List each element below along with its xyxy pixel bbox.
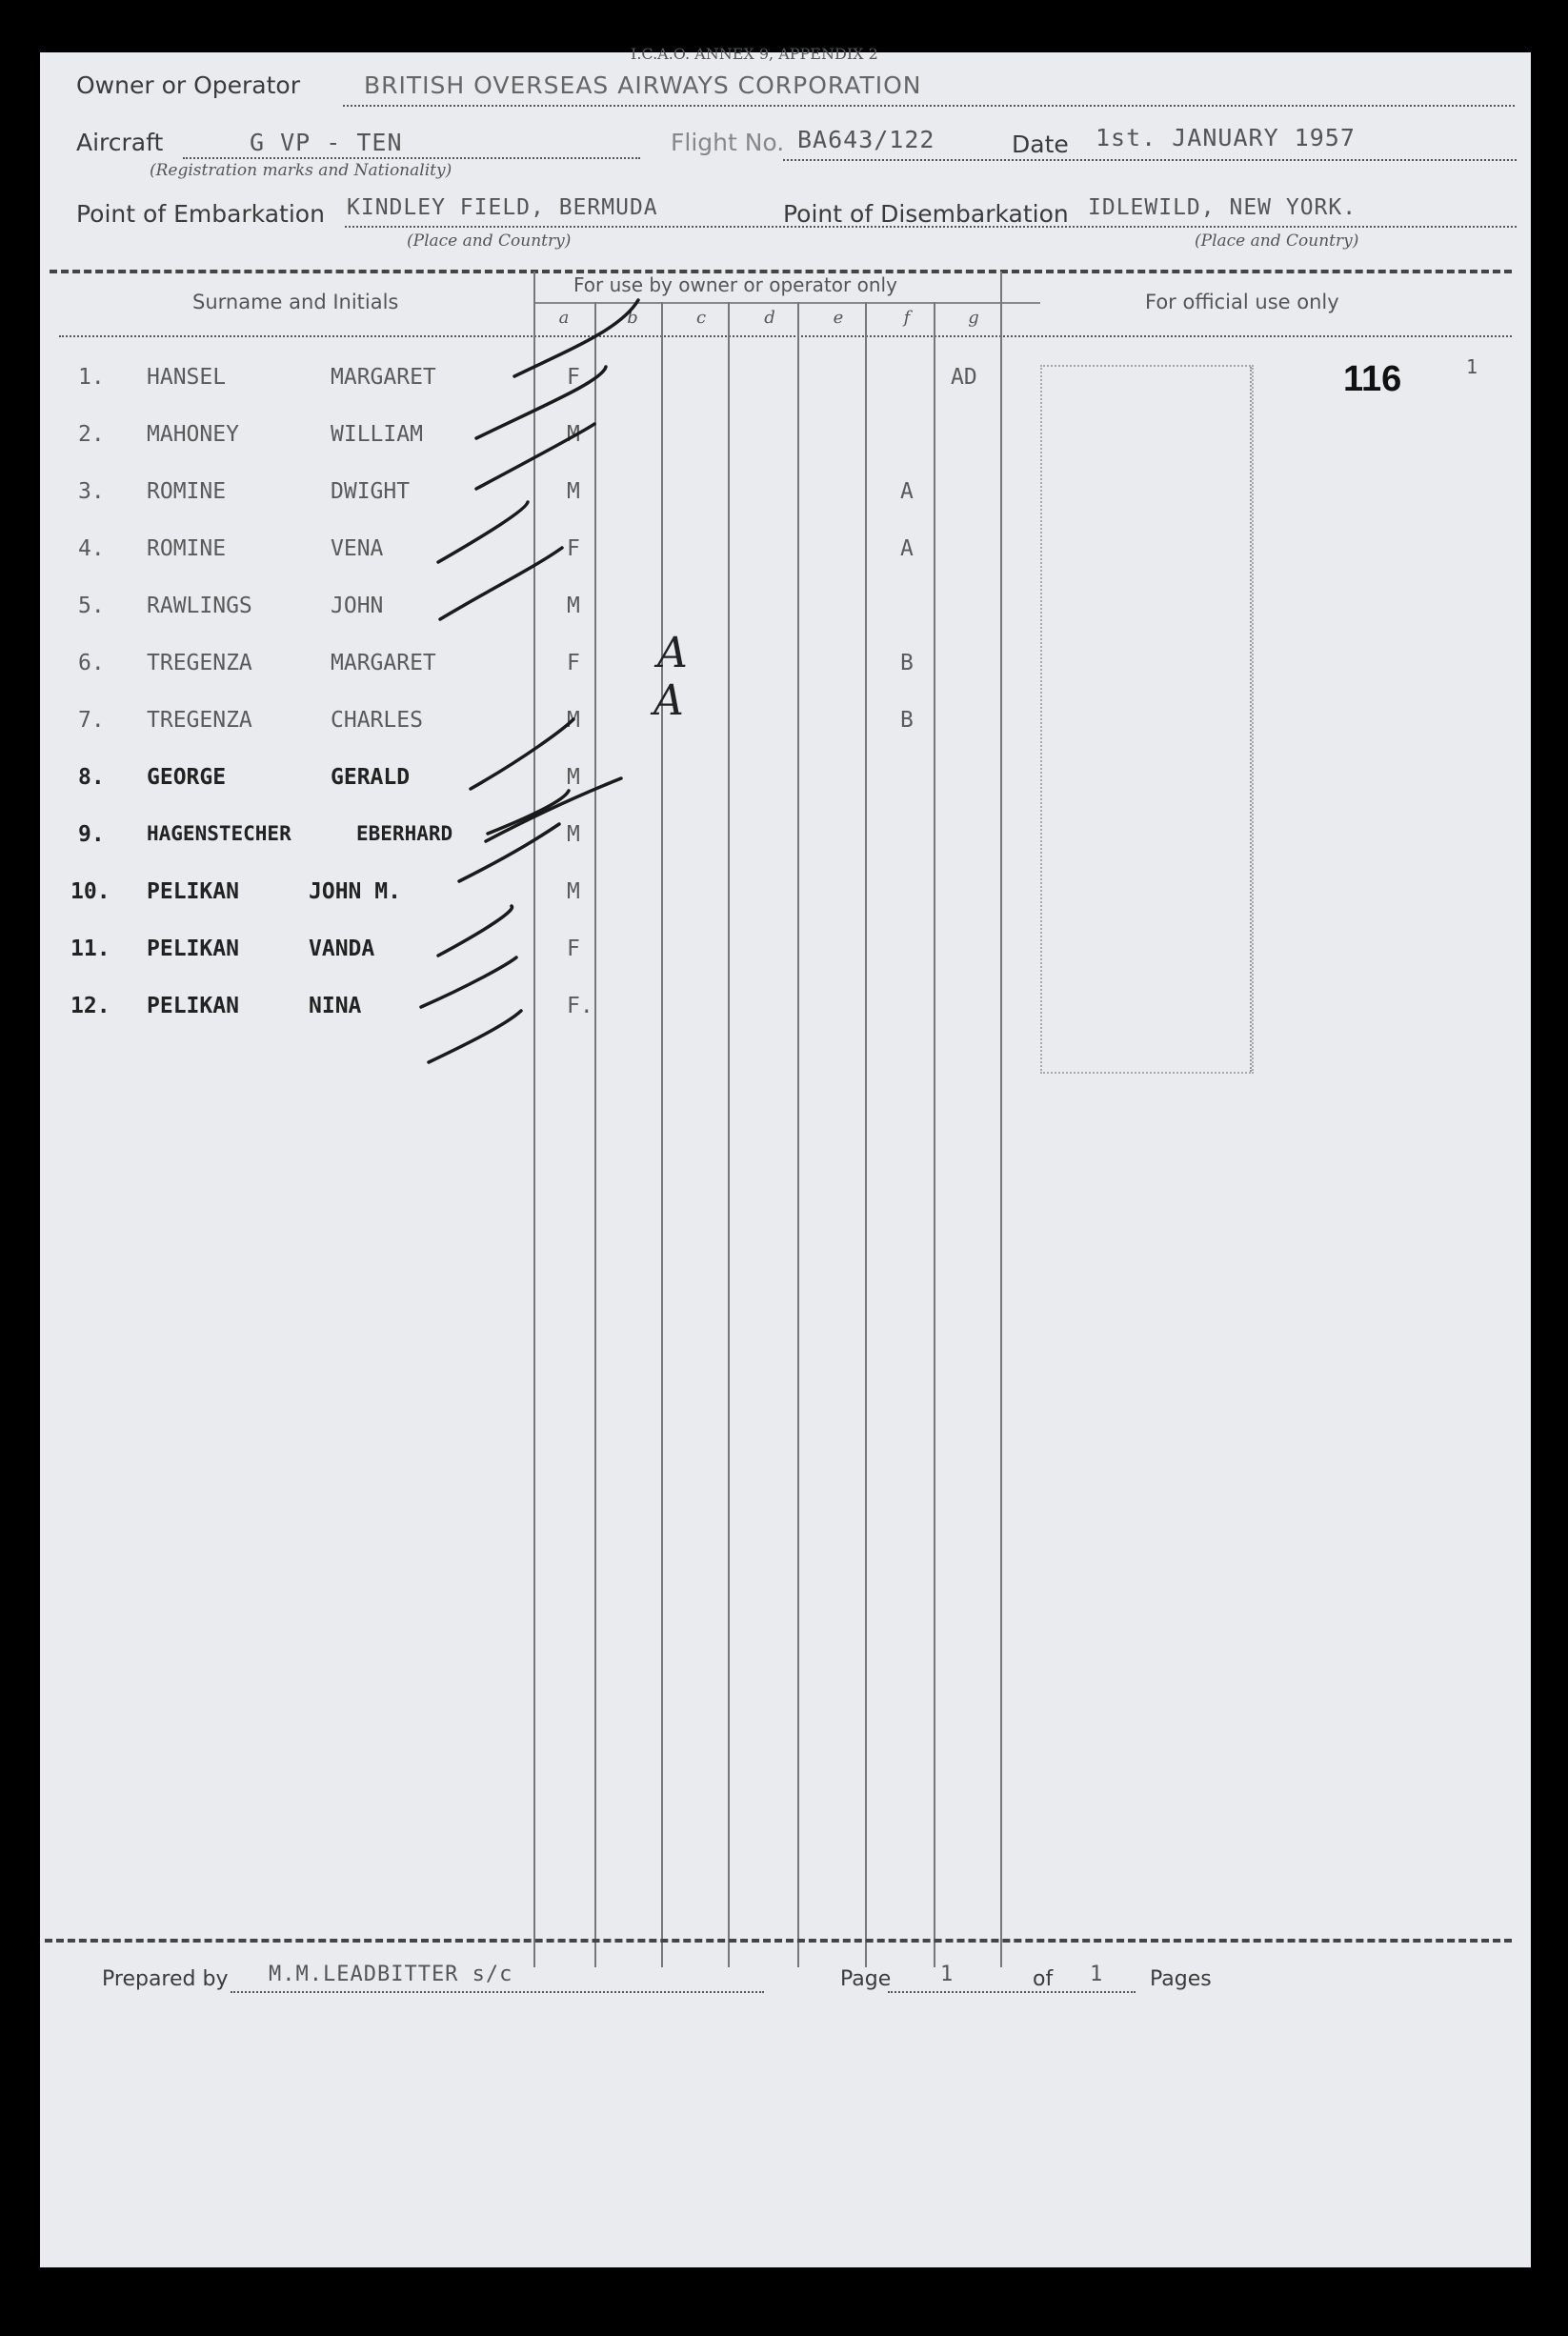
- row-number: 11.: [70, 936, 111, 961]
- row-col-f: A: [900, 479, 914, 504]
- date-label: Date: [1012, 131, 1069, 158]
- row-col-g: AD: [951, 365, 977, 390]
- of-label: of: [1033, 1967, 1054, 1991]
- row-given-name: VANDA: [309, 936, 375, 961]
- owner-label: Owner or Operator: [76, 71, 300, 99]
- row-sex: F: [567, 651, 580, 675]
- row-number: 6.: [78, 651, 105, 675]
- flight-date-rule: [783, 159, 1517, 161]
- row-sex: F: [567, 536, 580, 561]
- row-col-f: A: [900, 536, 914, 561]
- row-sex: M: [567, 479, 580, 504]
- row-surname: PELIKAN: [147, 936, 239, 961]
- row-given-name: JOHN M.: [309, 879, 401, 904]
- row-surname: ROMINE: [147, 536, 227, 561]
- row-surname: PELIKAN: [147, 994, 239, 1018]
- disembark-note: (Place and Country): [1195, 232, 1359, 251]
- page-label: Page: [840, 1967, 892, 1991]
- table-row: [40, 822, 1088, 860]
- aircraft-value: G VP - TEN: [250, 129, 403, 156]
- row-given-name: MARGARET: [331, 365, 436, 390]
- row-surname: PELIKAN: [147, 879, 239, 904]
- handwritten-mark: A: [657, 629, 688, 677]
- disembark-label: Point of Disembarkation: [783, 200, 1069, 228]
- col-letter-a: a: [558, 308, 570, 328]
- col-letter-b: b: [627, 308, 638, 328]
- row-given-name: DWIGHT: [331, 479, 411, 504]
- official-mark: 1: [1466, 355, 1479, 378]
- row-number: 8.: [78, 765, 105, 790]
- embark-value: KINDLEY FIELD, BERMUDA: [347, 195, 658, 220]
- row-given-name: GERALD: [331, 765, 411, 790]
- official-use-header: For official use only: [1145, 291, 1339, 313]
- flight-label: Flight No.: [671, 129, 785, 156]
- col-letter-g: g: [968, 308, 979, 328]
- table-row: [40, 936, 1088, 975]
- aircraft-label: Aircraft: [76, 129, 164, 156]
- pages-label: Pages: [1150, 1967, 1212, 1991]
- col-letter-e: e: [833, 308, 844, 328]
- row-surname: HANSEL: [147, 365, 227, 390]
- row-number: 7.: [78, 708, 105, 733]
- manifest-sheet: [40, 45, 1531, 2267]
- row-number: 3.: [78, 479, 105, 504]
- row-given-name: WILLIAM: [331, 422, 423, 447]
- owner-value: BRITISH OVERSEAS AIRWAYS CORPORATION: [364, 71, 922, 99]
- official-stamp-box: [1040, 365, 1254, 1074]
- col-letter-f: f: [903, 308, 911, 328]
- row-sex: M: [567, 822, 580, 847]
- row-surname: TREGENZA: [147, 651, 252, 675]
- row-number: 5.: [78, 594, 105, 618]
- handwritten-mark: A: [653, 676, 684, 725]
- row-number: 2.: [78, 422, 105, 447]
- table-row: [40, 994, 1088, 1032]
- col-letter-d: d: [764, 308, 775, 328]
- footer-top-rule: [45, 1939, 1512, 1943]
- embark-note: (Place and Country): [407, 232, 572, 251]
- row-given-name: VENA: [331, 536, 384, 561]
- row-given-name: MARGARET: [331, 651, 436, 675]
- row-surname: HAGENSTECHER: [147, 822, 291, 845]
- disembark-value: IDLEWILD, NEW YORK.: [1088, 195, 1357, 220]
- col-letter-c: c: [695, 308, 707, 328]
- row-number: 12.: [70, 994, 111, 1018]
- owner-use-header: For use by owner or operator only: [573, 273, 897, 296]
- row-surname: GEORGE: [147, 765, 227, 790]
- page-rule: [888, 1991, 1136, 1993]
- row-sex: F: [567, 365, 580, 390]
- table-row: [40, 879, 1088, 917]
- row-col-f: B: [900, 651, 914, 675]
- form-reference: I.C.A.O. ANNEX 9, APPENDIX 2: [631, 45, 878, 63]
- row-number: 9.: [78, 822, 105, 847]
- row-sex: M: [567, 708, 580, 733]
- aircraft-rule: [183, 157, 640, 159]
- official-stamp-divider: [1250, 367, 1252, 1072]
- table-row: [40, 536, 1088, 574]
- date-value: 1st. JANUARY 1957: [1096, 124, 1356, 151]
- owner-rule: [343, 105, 1515, 107]
- owner-use-rule: [535, 302, 1040, 304]
- row-surname: TREGENZA: [147, 708, 252, 733]
- row-surname: MAHONEY: [147, 422, 239, 447]
- row-given-name: JOHN: [331, 594, 384, 618]
- prepared-rule: [231, 1991, 764, 1993]
- table-row: [40, 651, 1088, 689]
- table-row: [40, 708, 1088, 746]
- row-sex: F: [567, 936, 580, 961]
- table-row: [40, 365, 1088, 403]
- page-value: 1: [940, 1963, 955, 1986]
- row-sex: M: [567, 422, 580, 447]
- embark-rule: [345, 226, 1517, 228]
- table-header-rule: [59, 335, 1512, 337]
- row-given-name: CHARLES: [331, 708, 423, 733]
- official-divider: [1000, 272, 1002, 1967]
- prepared-value: M.M.LEADBITTER s/c: [269, 1963, 513, 1986]
- row-number: 4.: [78, 536, 105, 561]
- row-surname: RAWLINGS: [147, 594, 252, 618]
- of-value: 1: [1090, 1963, 1104, 1986]
- table-row: [40, 479, 1088, 517]
- prepared-label: Prepared by: [102, 1967, 229, 1991]
- row-given-name: NINA: [309, 994, 362, 1018]
- row-given-name: EBERHARD: [356, 822, 453, 845]
- row-surname: ROMINE: [147, 479, 227, 504]
- row-col-f: B: [900, 708, 914, 733]
- table-row: [40, 422, 1088, 460]
- aircraft-note: (Registration marks and Nationality): [150, 161, 452, 180]
- row-number: 10.: [70, 879, 111, 904]
- table-row: [40, 765, 1088, 803]
- row-sex: M: [567, 765, 580, 790]
- name-column-header: Surname and Initials: [192, 291, 399, 313]
- table-row: [40, 594, 1088, 632]
- official-number: 116: [1343, 359, 1402, 399]
- row-sex: M: [567, 879, 580, 904]
- row-sex: M: [567, 594, 580, 618]
- row-sex: F.: [567, 994, 593, 1018]
- embark-label: Point of Embarkation: [76, 200, 325, 228]
- flight-value: BA643/122: [797, 126, 935, 153]
- col-line-a: [533, 272, 535, 1967]
- row-number: 1.: [78, 365, 105, 390]
